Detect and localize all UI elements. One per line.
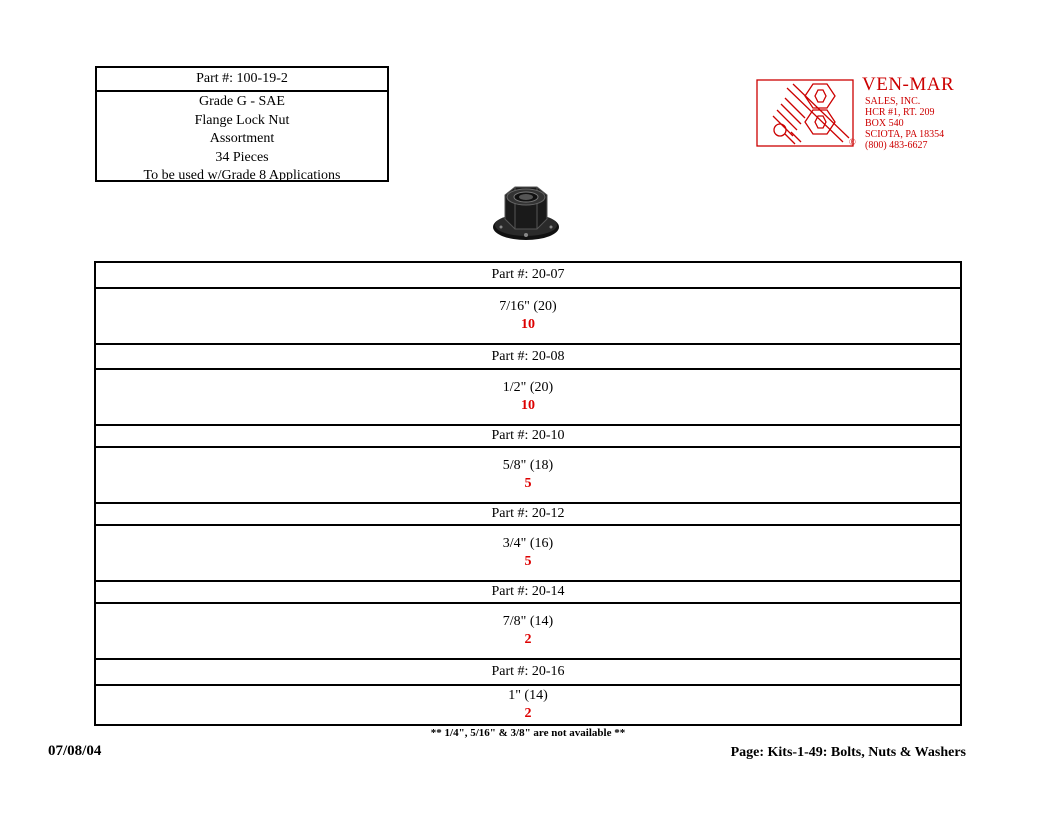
registered-mark: ® bbox=[849, 137, 856, 147]
address-line-2: BOX 540 bbox=[865, 118, 904, 129]
part-quantity: 2 bbox=[524, 632, 532, 647]
part-row-20-08 bbox=[96, 370, 960, 426]
part-quantity: 10 bbox=[521, 398, 535, 413]
part-number: Part #: 20-07 bbox=[491, 267, 565, 282]
part-row-20-14 bbox=[96, 604, 960, 660]
part-number: Part #: 20-10 bbox=[491, 428, 565, 443]
part-quantity: 5 bbox=[524, 554, 532, 569]
assortment-line: Assortment bbox=[209, 131, 275, 146]
kit-part-number: Part #: 100-19-2 bbox=[97, 68, 387, 92]
part-quantity: 2 bbox=[524, 706, 532, 721]
part-header-20-10 bbox=[96, 426, 960, 448]
part-number: Part #: 20-08 bbox=[491, 348, 565, 364]
part-size: 1/2" (20) bbox=[502, 380, 554, 395]
part-row-20-07 bbox=[96, 289, 960, 345]
availability-note: ** 1/4", 5/16" & 3/8" are not available ** bbox=[430, 727, 626, 739]
product-name-line: Flange Lock Nut bbox=[194, 112, 290, 128]
part-size: 7/16" (20) bbox=[499, 299, 557, 314]
part-header-20-07 bbox=[96, 263, 960, 289]
part-size: 3/4" (16) bbox=[502, 536, 554, 551]
address-line-1: HCR #1, RT. 209 bbox=[865, 107, 935, 118]
piece-count-line: 34 Pieces bbox=[215, 149, 269, 165]
part-header-20-12 bbox=[96, 504, 960, 526]
company-logo bbox=[755, 74, 985, 150]
part-row-20-10 bbox=[96, 448, 960, 504]
part-row-20-12 bbox=[96, 526, 960, 582]
phone-number: (800) 483-6627 bbox=[865, 140, 928, 151]
part-number: Part #: 20-12 bbox=[491, 506, 565, 521]
bolt-logo-icon bbox=[755, 74, 861, 150]
part-number: Part #: 20-14 bbox=[491, 584, 565, 599]
usage-line: To be used w/Grade 8 Applications bbox=[143, 168, 341, 183]
part-header-20-08 bbox=[96, 345, 960, 370]
part-size: 5/8" (18) bbox=[502, 458, 554, 473]
parts-table bbox=[94, 261, 962, 726]
grade-line: Grade G - SAE bbox=[199, 94, 285, 109]
address-line-3: SCIOTA, PA 18354 bbox=[865, 129, 945, 140]
product-info-box bbox=[95, 66, 389, 182]
flange-nut-icon bbox=[491, 183, 561, 243]
part-size: 7/8" (14) bbox=[502, 614, 554, 629]
part-header-20-14 bbox=[96, 582, 960, 604]
page-reference: Page: Kits-1-49: Bolts, Nuts & Washers bbox=[730, 745, 966, 760]
brand-name: VEN-MAR bbox=[862, 74, 955, 95]
part-number: Part #: 20-16 bbox=[491, 664, 565, 679]
document-date: 07/08/04 bbox=[48, 743, 102, 759]
part-header-20-16 bbox=[96, 660, 960, 686]
part-quantity: 10 bbox=[521, 317, 535, 332]
company-suffix: SALES, INC. bbox=[865, 96, 921, 107]
part-row-20-16 bbox=[96, 686, 960, 724]
part-size: 1" (14) bbox=[508, 688, 548, 703]
part-quantity: 5 bbox=[524, 476, 532, 491]
